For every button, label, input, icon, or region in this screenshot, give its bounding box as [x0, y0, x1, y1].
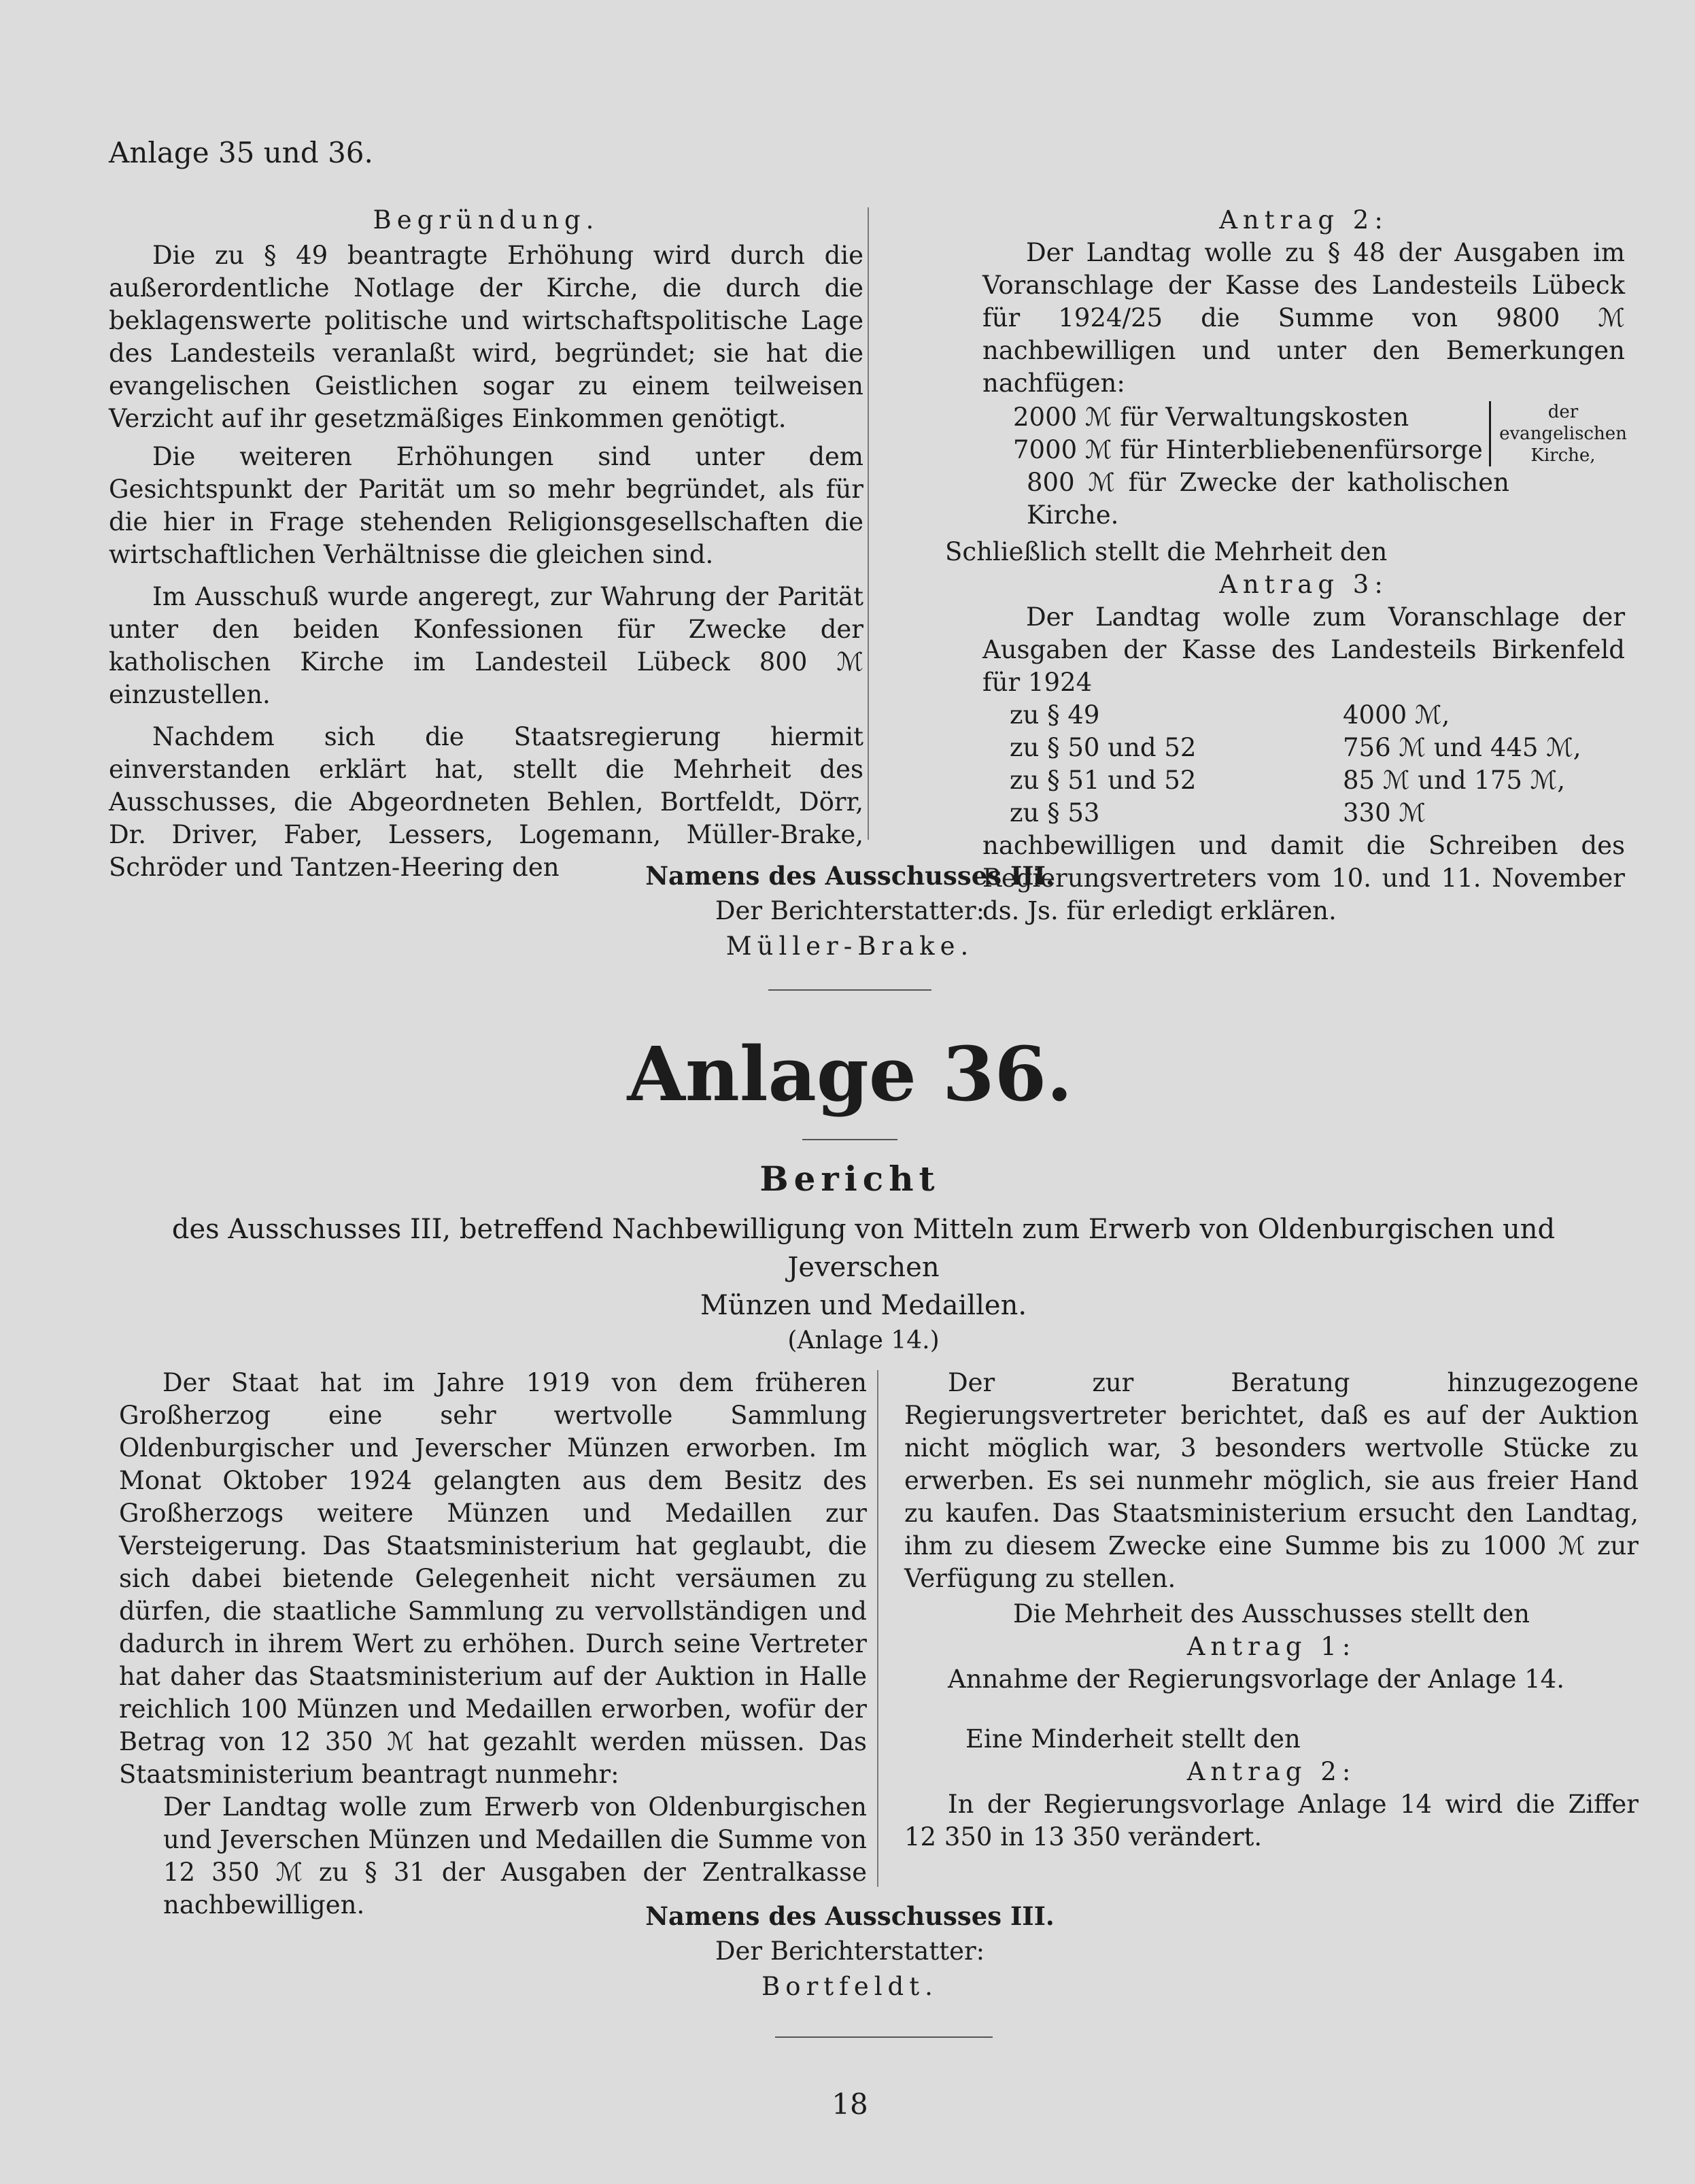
- antrag-3-title: Antrag 3:: [1219, 570, 1388, 599]
- items-block: [982, 401, 1627, 532]
- table-row: [1010, 699, 1615, 732]
- page-number: 18: [832, 2087, 868, 2121]
- signature-name: Müller-Brake.: [725, 932, 974, 961]
- separator-line: [768, 989, 931, 991]
- subtitle-line: Münzen und Medaillen.: [700, 1290, 1027, 1321]
- signature-block: [578, 858, 1122, 964]
- separator-line: [775, 2036, 993, 2038]
- paragraph: Nachdem sich die Staatsregierung hiermit einverstanden erklärt hat, stellt die Mehrheit des Ausschusses, die Abgeordneten Behlen, Bortfeldt, Dörr, Dr. Driver, Faber, Lessers, Logemann, Müller-Brake, Schröder und Tantzen-Heering den: [109, 722, 863, 882]
- request-text: Der Landtag wolle zum Erwerb von Oldenburgischen und Jeverschen Münzen und Medaillen die Summe von 12 350 ℳ zu § 31 der Ausgaben der Zentralkasse nachbewilligen.: [163, 1792, 867, 1919]
- item: 7000 ℳ für Hinterbliebenenfürsorge: [1013, 435, 1483, 464]
- column-divider: [868, 207, 869, 840]
- amounts-table: [982, 699, 1615, 830]
- table-row: [1010, 797, 1615, 830]
- antrag-2-title: Antrag 2:: [1186, 1757, 1356, 1786]
- left-column-bottom: [119, 1367, 867, 1922]
- schluss-text: Schließlich stellt die Mehrheit den: [945, 537, 1388, 566]
- antrag-3-text: Der Landtag wolle zum Voranschlage der Ausgaben der Kasse des Landesteils Birkenfeld für 1924: [982, 602, 1625, 697]
- anlage-title: Anlage 36.: [627, 1030, 1073, 1118]
- signature-block: [578, 1898, 1122, 2004]
- signature-name: Bortfeldt.: [761, 1972, 938, 2001]
- table-row: [1010, 764, 1615, 797]
- brace-note-text: der evangelischen Kirche,: [1499, 402, 1627, 466]
- right-column-bottom: [904, 1367, 1639, 1854]
- paragraph: Der zur Beratung hinzugezogene Regierungsvertreter berichtet, daß es auf der Auktion nicht möglich war, 3 besonders wertvolle Stücke zu erwerben. Es sei nunmehr möglich, sie aus freier Hand zu kaufen. Das Staatsministerium ersucht den Landtag, ihm zu diesem Zwecke eine Summe bis zu 1000 ℳ zur Verfügung zu stellen.: [904, 1368, 1639, 1593]
- antrag-2-text: Der Landtag wolle zu § 48 der Ausgaben im Voranschlage der Kasse des Landesteils Lübeck für 1924/25 die Summe von 9800 ℳ nachbewilligen und unter den Bemerkungen nachfügen:: [982, 238, 1625, 398]
- reference: (Anlage 14.): [787, 1327, 940, 1354]
- mehrheit-text: Die Mehrheit des Ausschusses stellt den: [1013, 1599, 1530, 1628]
- table-cell-para: zu § 50 und 52: [1010, 733, 1197, 762]
- paragraph: Im Ausschuß wurde angeregt, zur Wahrung der Parität unter den beiden Konfessionen für Zwecke der katholischen Kirche im Landesteil Lübeck 800 ℳ einzustellen.: [109, 582, 863, 709]
- left-column-top: [109, 204, 863, 884]
- paragraph: Der Staat hat im Jahre 1919 von dem früheren Großherzog eine sehr wertvolle Sammlung Oldenburgischer und Jeverscher Münzen erworben. Im Monat Oktober 1924 gelangten aus dem Besitz des Großherzogs weitere Münzen und Medaillen zur Versteigerung. Das Staatsministerium hat geglaubt, die sich dabei bietende Gelegenheit nicht versäumen zu dürfen, die staatliche Sammlung zu vervollständigen und dadurch in ihrem Wert zu erhöhen. Durch seine Vertreter hat daher das Staatsministerium auf der Auktion in Halle reichlich 100 Münzen und Medaillen erworben, wofür der Betrag von 12 350 ℳ hat gezahlt werden müssen. Das Staatsministerium beantragt nunmehr:: [119, 1368, 867, 1789]
- bericht-heading: Bericht: [759, 1159, 940, 1199]
- signature-committee: Namens des Ausschusses III.: [645, 861, 1055, 891]
- antrag-1-text: Annahme der Regierungsvorlage der Anlage 14.: [948, 1665, 1564, 1694]
- signature-role: Der Berichterstatter:: [715, 896, 985, 925]
- antrag-2-title: Antrag 2:: [1219, 205, 1388, 235]
- item: 800 ℳ für Zwecke der katholischen Kirche.: [1027, 468, 1509, 530]
- table-cell-para: zu § 53: [1010, 798, 1100, 827]
- bericht-subtitle: [95, 1210, 1632, 1357]
- table-cell-amount: 756 ℳ und 445 ℳ,: [1343, 733, 1581, 762]
- running-title: Anlage 35 und 36.: [109, 136, 373, 169]
- column-divider: [877, 1370, 878, 1887]
- paragraph: Die zu § 49 beantragte Erhöhung wird durch die außerordentliche Notlage der Kirche, die durch die beklagenswerte politische und wirtschaftspolitische Lage des Landesteils veranlaßt wird, begründet; sie hat die evangelischen Geistlichen sogar zu einem teilweisen Verzicht auf ihr gesetzmäßiges Einkommen genötigt.: [109, 241, 863, 433]
- antrag-3-end: nachbewilligen und damit die Schreiben des Regierungsvertreters vom 10. und 11. November ds. Js. für erledigt erklären.: [982, 831, 1625, 925]
- subtitle-line: des Ausschusses III, betreffend Nachbewilligung von Mitteln zum Erwerb von Oldenburgischen und Jeverschen: [171, 1214, 1556, 1283]
- table-cell-amount: 85 ℳ und 175 ℳ,: [1343, 766, 1565, 795]
- signature-committee: Namens des Ausschusses III.: [645, 1901, 1055, 1931]
- table-row: [1010, 732, 1615, 764]
- minderheit-text: Eine Minderheit stellt den: [965, 1724, 1301, 1754]
- right-column-top: [945, 204, 1627, 927]
- begruendung-heading: Begründung.: [373, 205, 600, 235]
- table-cell-amount: 330 ℳ: [1343, 798, 1426, 827]
- brace-note: [1489, 401, 1631, 466]
- antrag-2-text: In der Regierungsvorlage Anlage 14 wird die Ziffer 12 350 in 13 350 verändert.: [904, 1790, 1639, 1852]
- paragraph: Die weiteren Erhöhungen sind unter dem Gesichtspunkt der Parität um so mehr begründet, als für die hier in Frage stehenden Religionsgesellschaften die wirtschaftlichen Verhältnisse die gleichen sind.: [109, 442, 863, 569]
- separator-line: [802, 1139, 897, 1140]
- signature-role: Der Berichterstatter:: [715, 1936, 985, 1966]
- table-cell-para: zu § 51 und 52: [1010, 766, 1197, 795]
- table-cell-amount: 4000 ℳ,: [1343, 700, 1450, 730]
- table-cell-para: zu § 49: [1010, 700, 1100, 730]
- antrag-1-title: Antrag 1:: [1186, 1632, 1356, 1661]
- item: 2000 ℳ für Verwaltungskosten: [1013, 403, 1409, 432]
